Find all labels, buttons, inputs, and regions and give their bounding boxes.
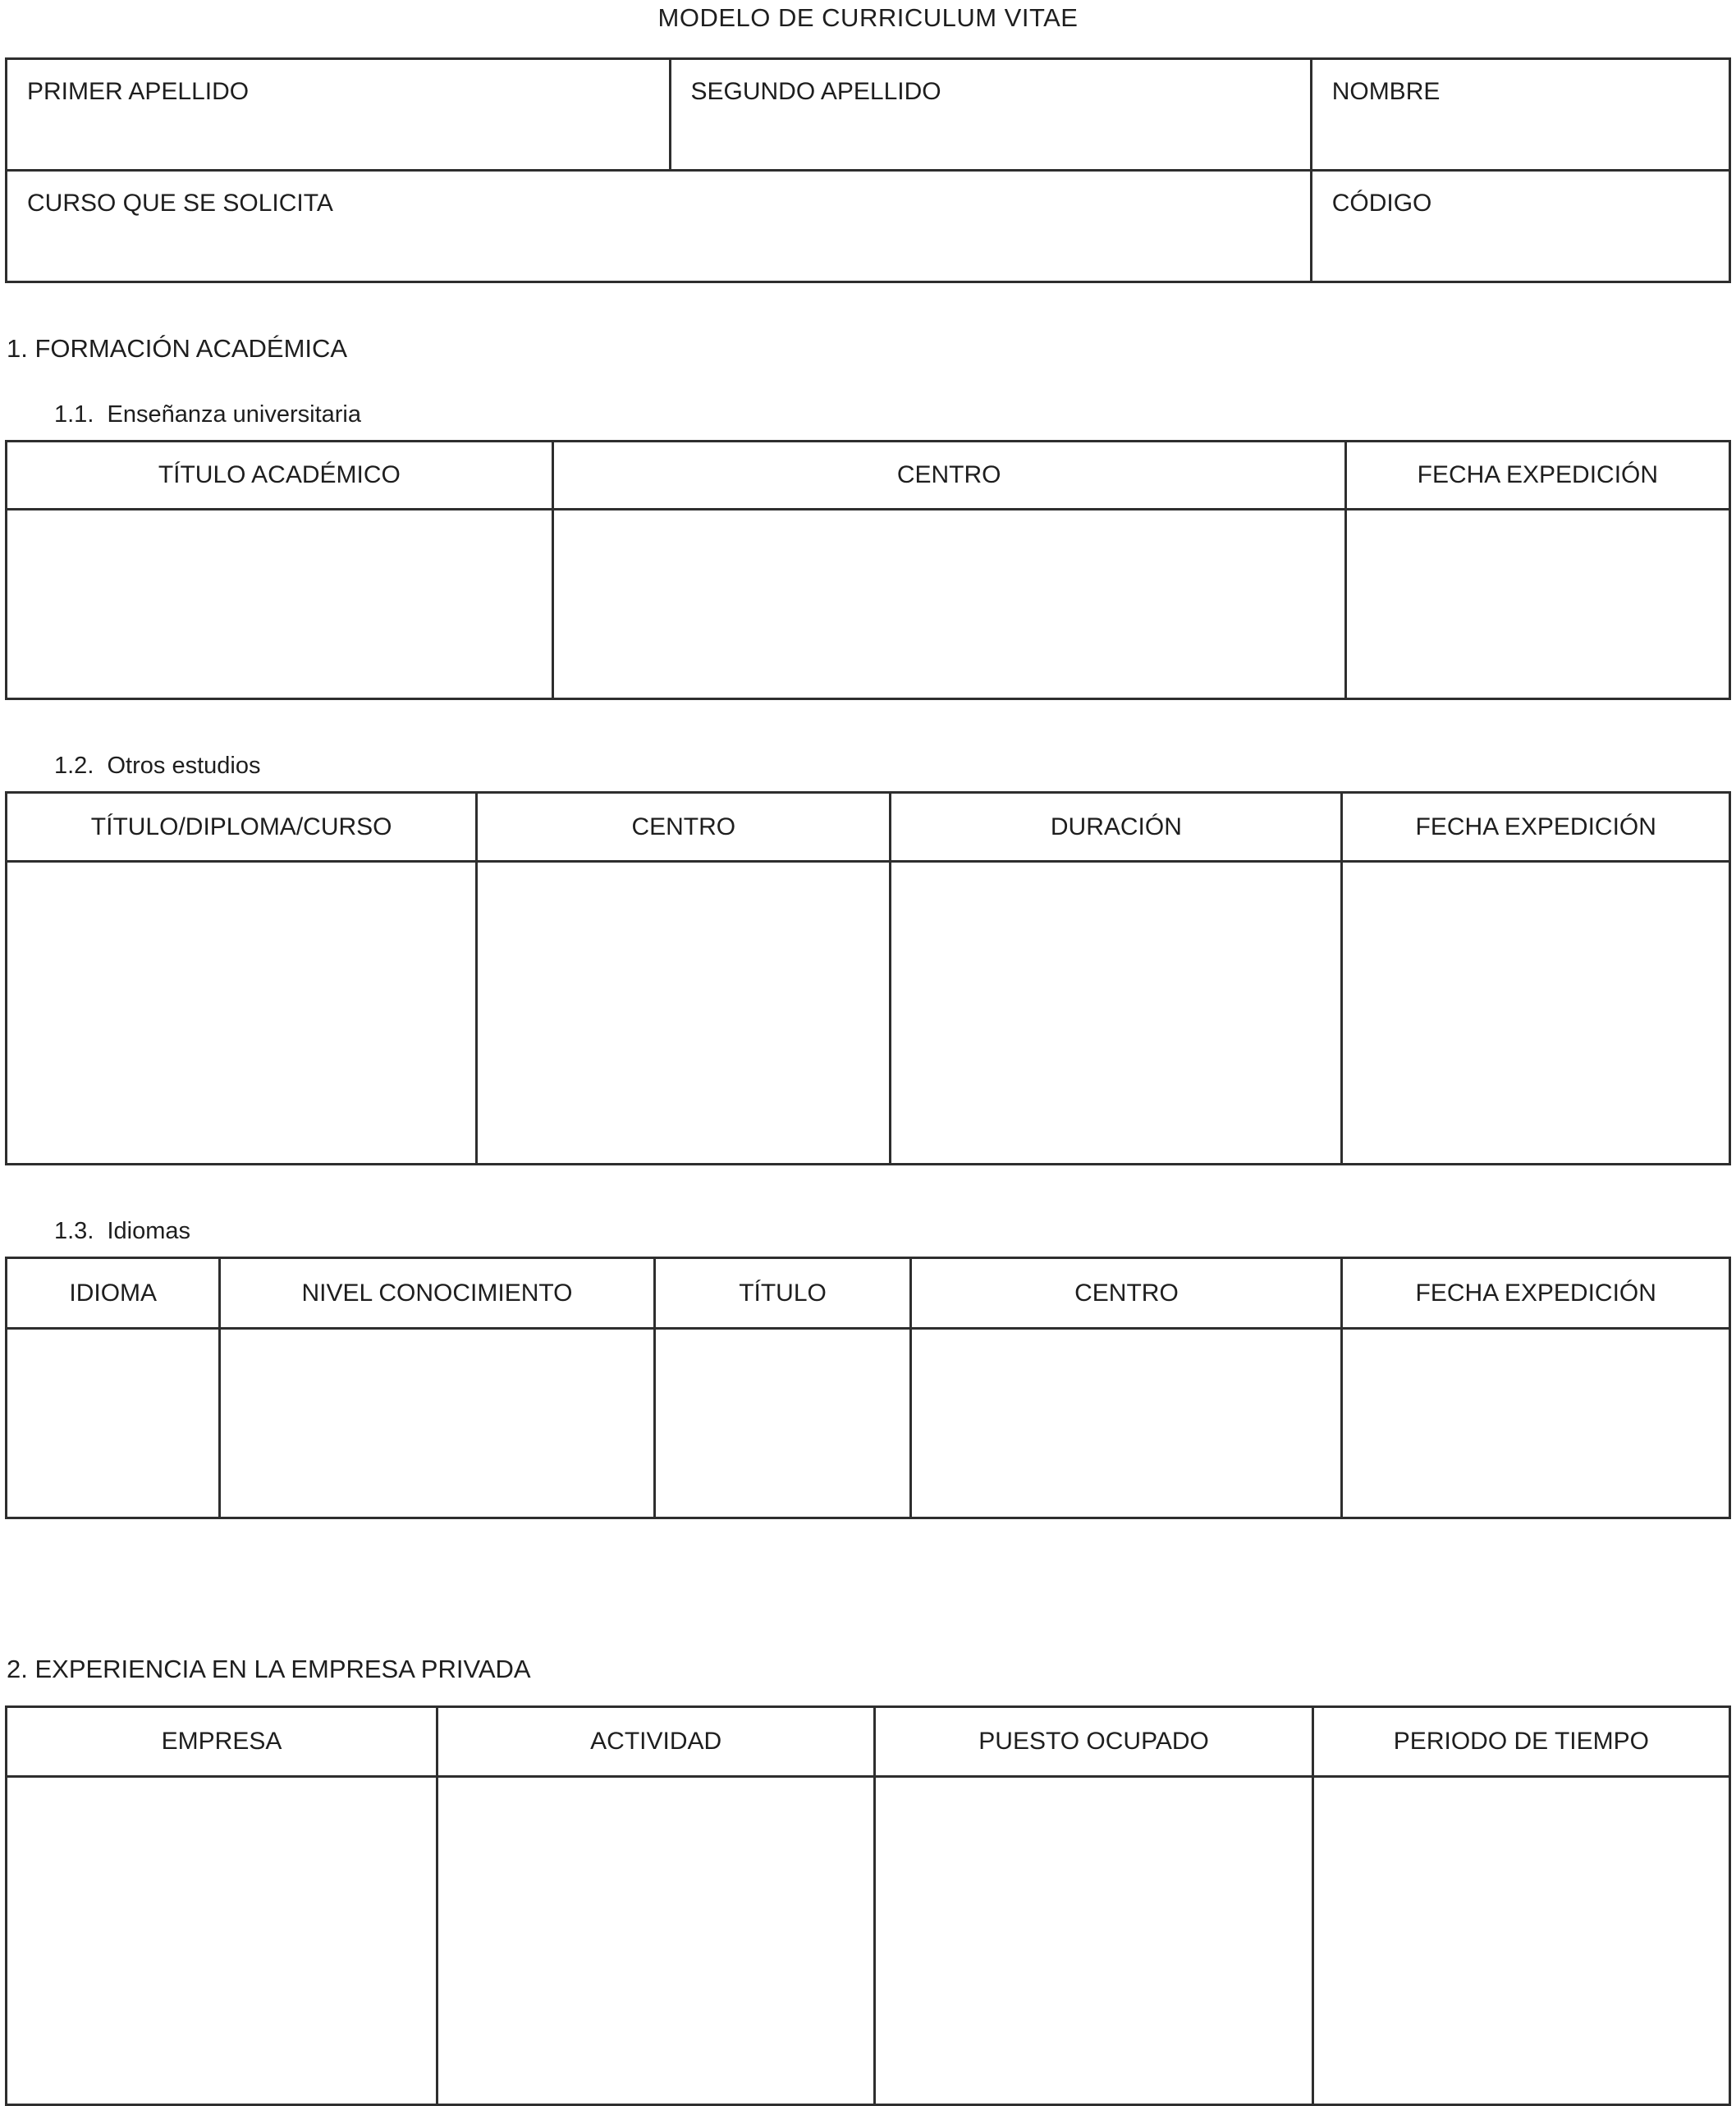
cell-universitaria-titulo — [7, 510, 553, 699]
table-ensenanza-universitaria — [5, 440, 1731, 700]
table-row — [7, 1329, 1730, 1518]
column-header-idioma: IDIOMA — [7, 1258, 220, 1329]
subsection-label-otros-estudios: 1.2. Otros estudios — [54, 753, 261, 779]
table-header-row — [7, 1258, 1730, 1329]
cell-idiomas-centro — [911, 1329, 1342, 1518]
column-header-periodo-de-tiempo: PERIODO DE TIEMPO — [1312, 1707, 1729, 1777]
field-curso-solicitado: CURSO QUE SE SOLICITA — [7, 171, 1312, 282]
cell-experiencia-periodo — [1312, 1777, 1729, 2105]
table-row — [7, 862, 1730, 1165]
field-codigo: CÓDIGO — [1311, 171, 1729, 282]
column-header-centro: CENTRO — [911, 1258, 1342, 1329]
table-idiomas — [5, 1257, 1731, 1519]
cv-form-document — [0, 3, 1736, 2106]
table-header-row — [7, 442, 1730, 510]
table-header-row — [7, 1707, 1730, 1777]
column-header-duracion: DURACIÓN — [891, 793, 1342, 862]
table-row — [7, 59, 1730, 171]
cell-idiomas-nivel — [220, 1329, 654, 1518]
subsection-label-idiomas: 1.3. Idiomas — [54, 1218, 191, 1244]
column-header-fecha-expedicion: FECHA EXPEDICIÓN — [1345, 442, 1729, 510]
page-title: MODELO DE CURRICULUM VITAE — [657, 3, 1079, 32]
column-header-fecha-expedicion: FECHA EXPEDICIÓN — [1342, 1258, 1730, 1329]
field-segundo-apellido: SEGUNDO APELLIDO — [670, 59, 1311, 171]
table-otros-estudios — [5, 791, 1731, 1165]
applicant-header-table — [5, 57, 1731, 283]
section-heading-formacion: 1. FORMACIÓN ACADÉMICA — [7, 334, 348, 363]
cell-experiencia-actividad — [437, 1777, 875, 2105]
column-header-empresa: EMPRESA — [7, 1707, 437, 1777]
table-header-row — [7, 793, 1730, 862]
column-header-centro: CENTRO — [477, 793, 891, 862]
column-header-centro: CENTRO — [552, 442, 1345, 510]
cell-idiomas-fecha — [1342, 1329, 1730, 1518]
column-header-actividad: ACTIVIDAD — [437, 1707, 875, 1777]
cell-idiomas-titulo — [654, 1329, 911, 1518]
table-row — [7, 1777, 1730, 2105]
subsection-label-universitaria: 1.1. Enseñanza universitaria — [54, 401, 361, 428]
field-primer-apellido: PRIMER APELLIDO — [7, 59, 671, 171]
column-header-puesto-ocupado: PUESTO OCUPADO — [875, 1707, 1312, 1777]
cell-universitaria-centro — [552, 510, 1345, 699]
column-header-nivel-conocimiento: NIVEL CONOCIMIENTO — [220, 1258, 654, 1329]
column-header-titulo-diploma-curso: TÍTULO/DIPLOMA/CURSO — [7, 793, 477, 862]
cell-universitaria-fecha — [1345, 510, 1729, 699]
field-nombre: NOMBRE — [1311, 59, 1729, 171]
column-header-titulo-academico: TÍTULO ACADÉMICO — [7, 442, 553, 510]
column-header-titulo: TÍTULO — [654, 1258, 911, 1329]
cell-idiomas-idioma — [7, 1329, 220, 1518]
column-header-fecha-expedicion: FECHA EXPEDICIÓN — [1342, 793, 1730, 862]
cell-experiencia-puesto — [875, 1777, 1312, 2105]
table-row — [7, 171, 1730, 282]
cell-otros-fecha — [1342, 862, 1730, 1165]
table-row — [7, 510, 1730, 699]
cell-otros-titulo — [7, 862, 477, 1165]
cell-experiencia-empresa — [7, 1777, 437, 2105]
cell-otros-duracion — [891, 862, 1342, 1165]
table-experiencia-empresa-privada — [5, 1705, 1731, 2106]
section-heading-experiencia: 2. EXPERIENCIA EN LA EMPRESA PRIVADA — [7, 1655, 531, 1683]
cell-otros-centro — [477, 862, 891, 1165]
